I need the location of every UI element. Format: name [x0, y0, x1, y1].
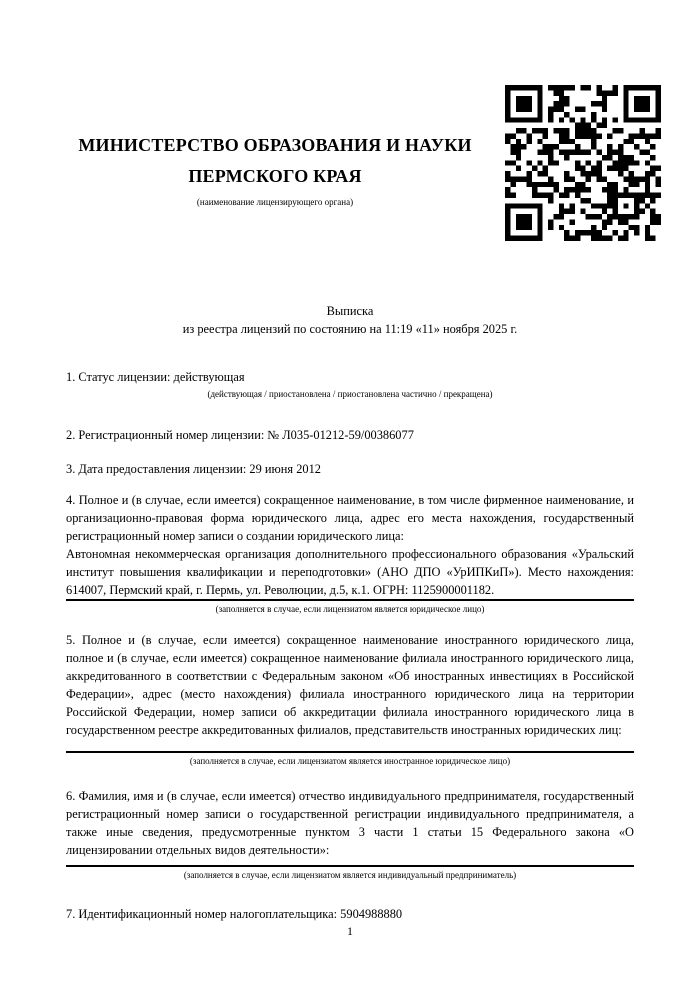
item-license-status — [66, 368, 634, 400]
page-number: 1 — [347, 924, 353, 938]
item-caption: (заполняется в случае, если лицензиатом является иностранное юридическое лицо) — [189, 756, 511, 766]
document-title — [66, 302, 634, 338]
licensing-authority-header — [62, 130, 488, 208]
ministry-caption: (наименование лицензирующего органа) — [196, 197, 354, 207]
document-title-line2: из реестра лицензий по состоянию на 11:19 «11» ноября 2025 г. — [182, 322, 518, 336]
fill-in-rule — [66, 599, 634, 601]
item-text: 3. Дата предоставления лицензии: 29 июня 2012 — [66, 462, 322, 476]
item-value: Автономная некоммерческая организация дополнительного профессионального образования «Уральский институт повышения квалификации и переподготовки» (АНО ДПО «УрИПКиП»). Место нахождения: 614007, Пермский край, г. Пермь, ул. Революции, д.5, к.1. ОГРН: 1125900001182. — [66, 547, 634, 597]
document-title-line1: Выписка — [326, 304, 374, 318]
blank-fill-space — [66, 739, 634, 751]
item-caption: (действующая / приостановлена / приостановлена частично / прекращена) — [207, 389, 493, 399]
item-foreign-entity-details — [66, 631, 634, 767]
item-text: 7. Идентификационный номер налогоплательщика: 5904988880 — [66, 907, 403, 921]
item-individual-entrepreneur-details — [66, 787, 634, 881]
fill-in-rule — [66, 865, 634, 867]
item-taxpayer-id — [66, 905, 634, 923]
ministry-name-line1: МИНИСТЕРСТВО ОБРАЗОВАНИЯ И НАУКИ — [78, 135, 472, 155]
item-caption: (заполняется в случае, если лицензиатом является индивидуальный предприниматель) — [183, 870, 517, 880]
item-caption: (заполняется в случае, если лицензиатом является юридическое лицо) — [215, 604, 485, 614]
fill-in-rule — [66, 751, 634, 753]
item-legal-entity-details — [66, 491, 634, 615]
item-text: 4. Полное и (в случае, если имеется) сокращенное наименование, в том числе фирменное наименование, и организационно-правовая форма юридического лица, адрес его места нахождения, государственный регистрационный номер записи о создании юридического лица: — [66, 493, 634, 543]
item-text: 5. Полное и (в случае, если имеется) сокращенное наименование иностранного юридического лица, полное и (в случае, если имеется) сокращенное наименование филиала иностранного юридического лица, аккредитованного в соответствии с Федеральным законом «Об иностранных инвестициях в Российской Федерации», адрес (место нахождения) филиала иностранного юридического лица на территории Российской Федерации, номер записи об аккредитации филиала иностранного юридического лица в государственном реестре аккредитованных филиалов, представительств иностранных юридических лиц: — [66, 633, 634, 737]
item-license-grant-date — [66, 460, 634, 478]
item-text: 2. Регистрационный номер лицензии: № Л035-01212-59/00386077 — [66, 428, 414, 442]
ministry-name-line2: ПЕРМСКОГО КРАЯ — [188, 166, 362, 186]
item-registration-number — [66, 426, 634, 444]
qr-code — [505, 85, 661, 241]
item-text: 1. Статус лицензии: действующая — [66, 370, 245, 384]
item-text: 6. Фамилия, имя и (в случае, если имеется) отчество индивидуального предпринимателя, государственный регистрационный номер записи о государственной регистрации индивидуального предпринимателя, а также иные сведения, предусмотренные пунктом 3 части 1 статьи 15 Федерального закона «О лицензировании отдельных видов деятельности»: — [66, 789, 634, 857]
document-body — [66, 302, 634, 923]
